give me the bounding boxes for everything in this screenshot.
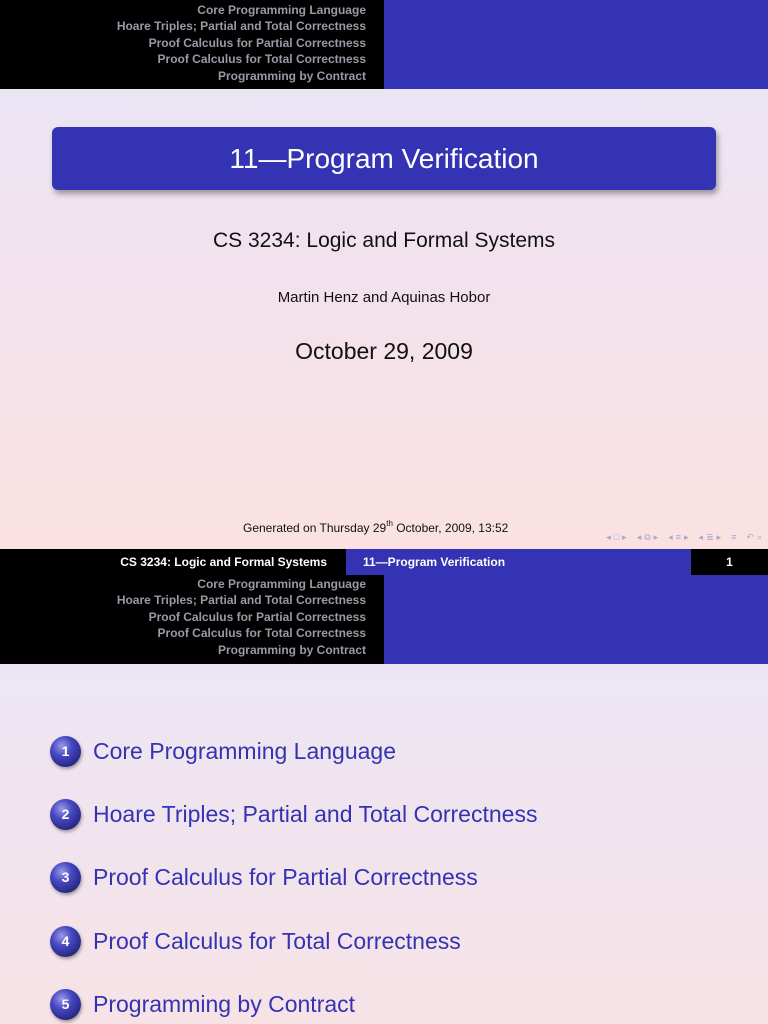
footline xyxy=(0,549,768,575)
toc-label: Proof Calculus for Partial Correctness xyxy=(93,863,478,890)
section-nav-list xyxy=(0,575,384,664)
navigation-symbols xyxy=(606,530,762,544)
subsection-left-icon[interactable]: ◂ xyxy=(668,532,673,542)
frame-icon[interactable]: ⧉ xyxy=(644,532,651,542)
nav-section-4[interactable]: Proof Calculus for Total Correctness xyxy=(157,52,366,67)
course-subtitle: CS 3234: Logic and Formal Systems xyxy=(213,229,555,252)
toc-label: Programming by Contract xyxy=(93,990,356,1017)
section-left-icon[interactable]: ◂ xyxy=(698,532,704,542)
frame-left-icon[interactable]: ◂ xyxy=(636,532,642,542)
toc-item-1[interactable] xyxy=(50,734,396,768)
headline-right-panel xyxy=(384,575,768,664)
number-ball-icon: 3 xyxy=(50,862,81,893)
generated-prefix: Generated on Thursday 29 xyxy=(243,521,387,535)
toc-item-3[interactable] xyxy=(50,860,478,894)
footer-course: CS 3234: Logic and Formal Systems xyxy=(0,549,346,575)
search-icon[interactable]: ⌕ xyxy=(756,532,762,542)
nav-section-4[interactable]: Proof Calculus for Total Correctness xyxy=(157,626,366,641)
slide-left-icon[interactable]: ◂ xyxy=(606,532,611,542)
section-nav-list xyxy=(0,0,384,89)
frame-right-icon[interactable]: ▸ xyxy=(653,532,659,542)
section-right-icon[interactable]: ▸ xyxy=(716,532,722,542)
headline-navigation xyxy=(0,0,768,89)
presentation-title: 11—Program Verification xyxy=(52,127,716,190)
toc-item-5[interactable] xyxy=(50,987,355,1021)
nav-section-3[interactable]: Proof Calculus for Partial Correctness xyxy=(148,609,366,624)
toc-label: Hoare Triples; Partial and Total Correctness xyxy=(93,800,538,827)
number-ball-icon: 1 xyxy=(50,736,81,767)
toc-label: Proof Calculus for Total Correctness xyxy=(93,927,461,954)
slide-icon[interactable]: □ xyxy=(613,532,620,542)
nav-section-1[interactable]: Core Programming Language xyxy=(197,577,366,591)
headline-right-panel xyxy=(384,0,768,89)
authors: Martin Henz and Aquinas Hobor xyxy=(277,289,491,306)
page-number: 1 xyxy=(691,549,768,575)
toc-item-2[interactable] xyxy=(50,797,537,831)
outline-slide xyxy=(0,549,768,1024)
toc-item-4[interactable] xyxy=(50,924,461,958)
subsection-right-icon[interactable]: ▸ xyxy=(684,532,689,542)
nav-section-1[interactable]: Core Programming Language xyxy=(197,3,366,17)
number-ball-icon: 2 xyxy=(50,799,81,830)
subsection-icon[interactable]: ≡ xyxy=(675,532,681,542)
nav-section-3[interactable]: Proof Calculus for Partial Correctness xyxy=(148,35,366,50)
nav-section-2[interactable]: Hoare Triples; Partial and Total Correctness xyxy=(116,593,366,608)
generated-ordinal: th xyxy=(386,519,393,528)
footer-title: 11—Program Verification xyxy=(346,549,691,575)
section-icon[interactable]: ≣ xyxy=(706,532,714,542)
presentation-date: October 29, 2009 xyxy=(295,338,473,364)
nav-section-5[interactable]: Programming by Contract xyxy=(217,68,366,83)
toc-label: Core Programming Language xyxy=(93,737,397,764)
align-icon[interactable]: ≡ xyxy=(731,532,737,542)
generated-suffix: October, 2009, 13:52 xyxy=(392,521,509,535)
generated-timestamp xyxy=(243,519,508,535)
nav-section-2[interactable]: Hoare Triples; Partial and Total Correctness xyxy=(116,19,366,34)
undo-icon[interactable]: ↶ xyxy=(746,532,754,542)
headline-navigation xyxy=(0,575,768,664)
number-ball-icon: 4 xyxy=(50,926,81,957)
slide-right-icon[interactable]: ▸ xyxy=(622,532,627,542)
number-ball-icon: 5 xyxy=(50,989,81,1020)
nav-section-5[interactable]: Programming by Contract xyxy=(217,642,366,657)
